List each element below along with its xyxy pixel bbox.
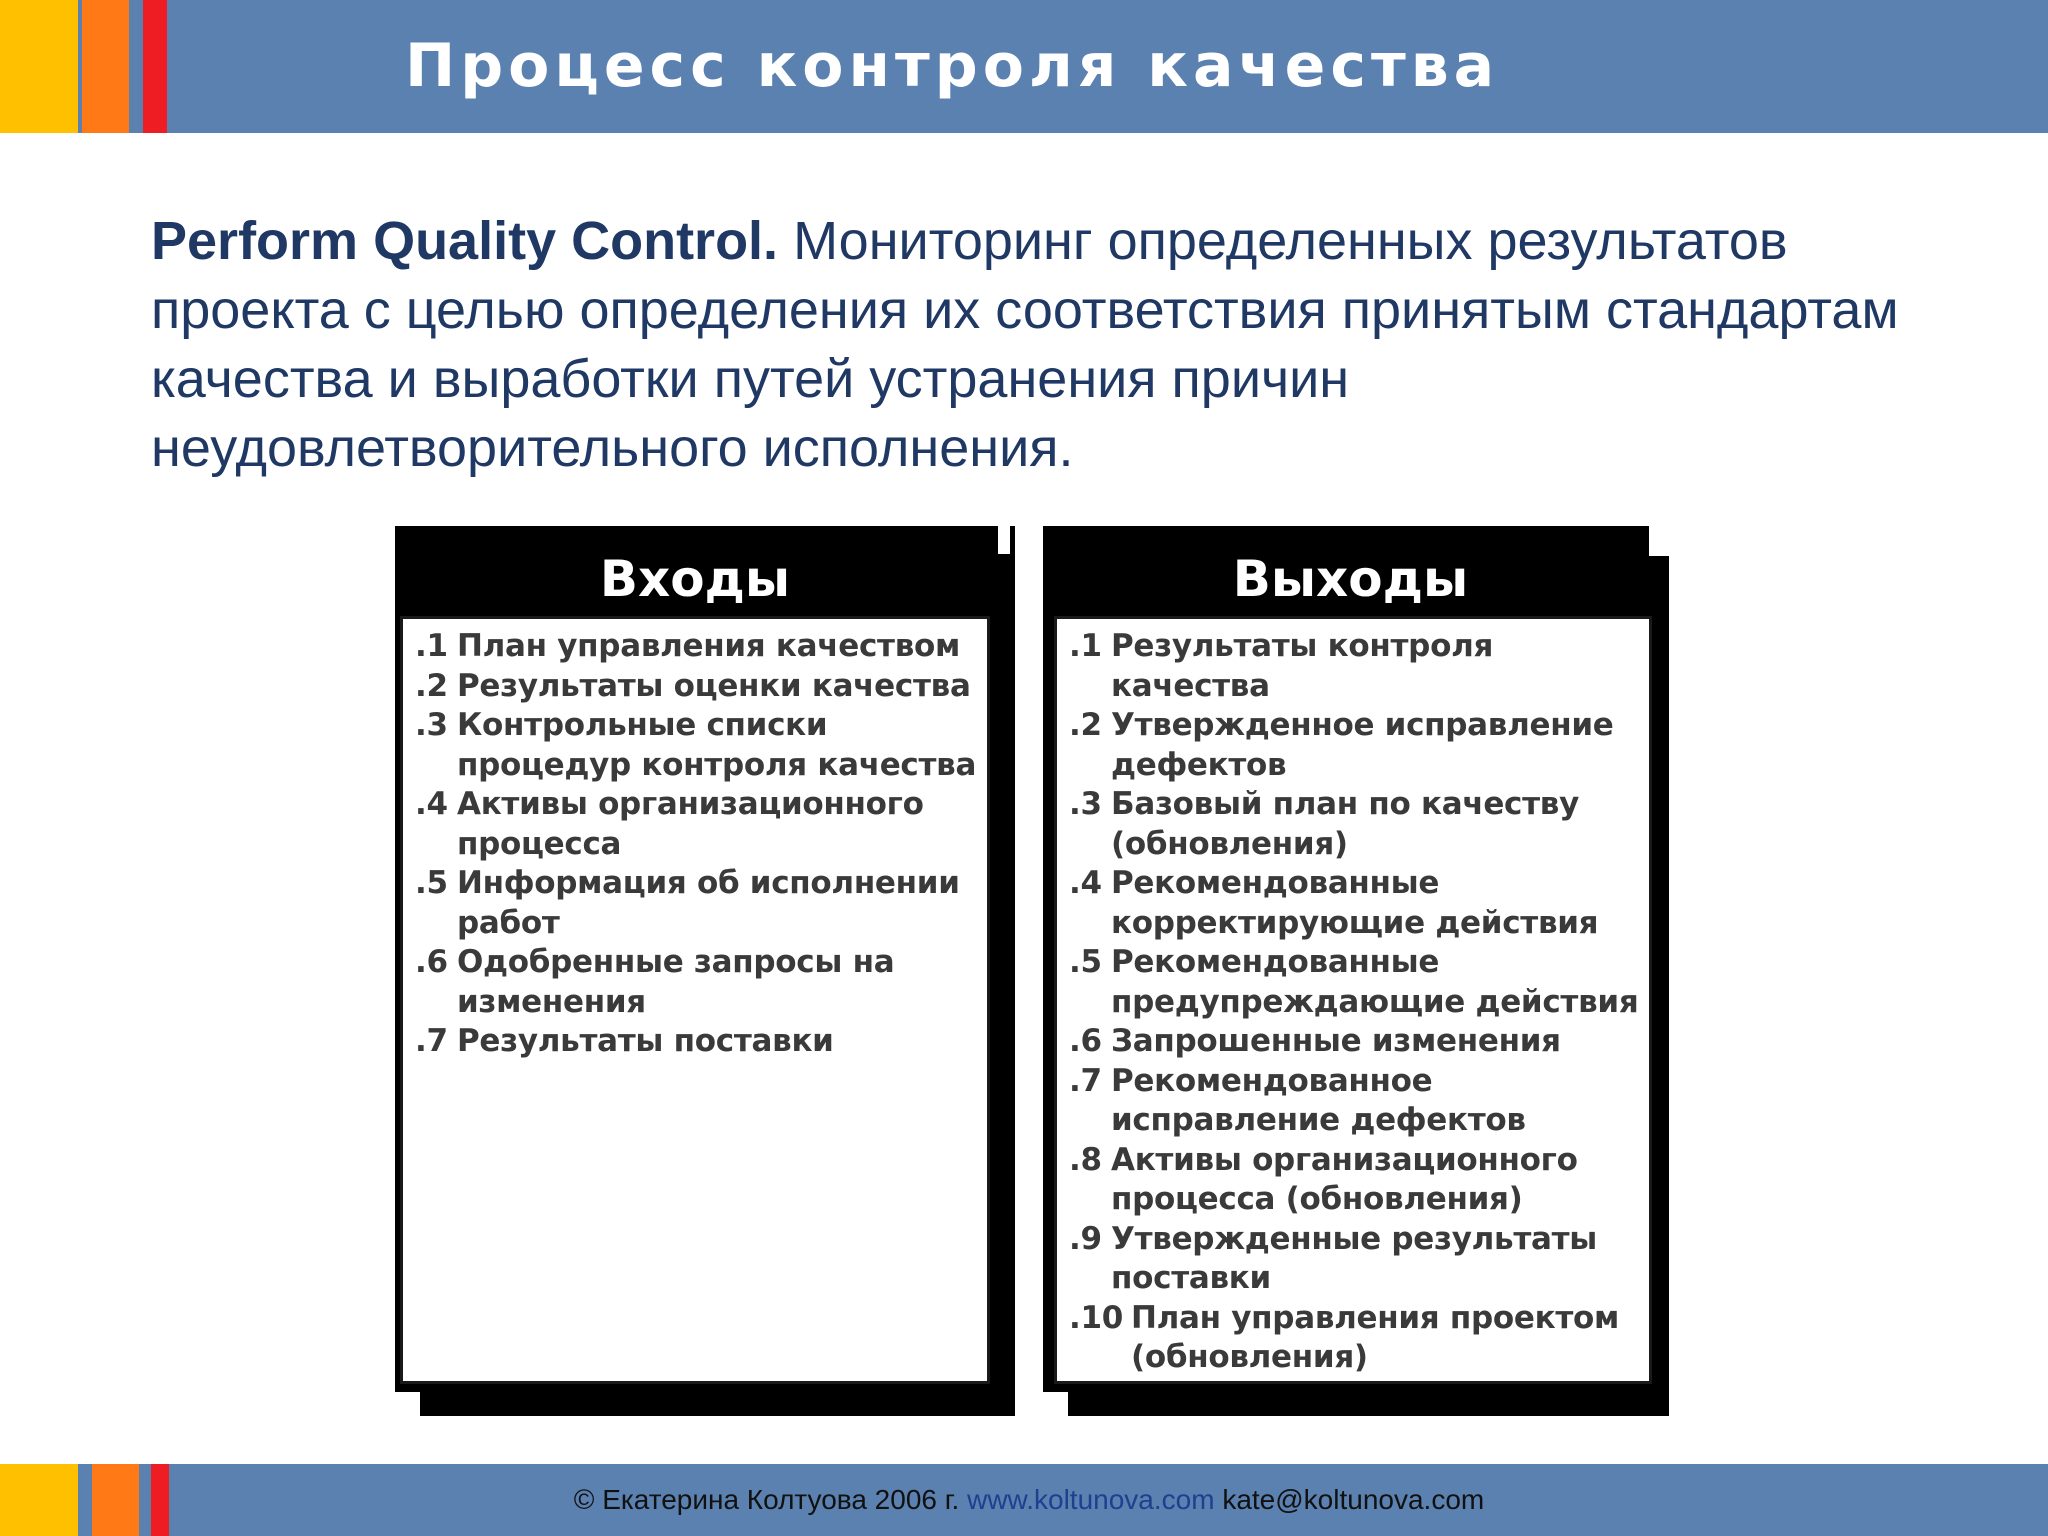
item-text: Рекомендованные предупреждающие действия	[1111, 944, 1639, 1020]
list-item	[1069, 1299, 1639, 1378]
item-text: Запрошенные изменения	[1111, 1023, 1561, 1059]
item-text: План управления проектом (обновления)	[1131, 1299, 1620, 1375]
item-number: .4	[1069, 865, 1102, 901]
list-item	[1069, 627, 1639, 706]
definition-paragraph	[151, 207, 1921, 483]
list-item	[1069, 1220, 1639, 1299]
item-text: Утвержденное исправление дефектов	[1111, 707, 1614, 783]
item-text: Рекомендованные корректирующие действия	[1111, 865, 1599, 941]
inputs-panel	[400, 616, 990, 1384]
item-text: Результаты поставки	[457, 1023, 834, 1059]
footer-copyright: © Екатерина Колтуова 2006 г.	[573, 1484, 960, 1515]
item-text: Результаты контроля качества	[1111, 628, 1494, 704]
list-item	[415, 667, 977, 707]
inputs-outputs-figure	[395, 526, 1669, 1416]
list-item	[415, 706, 977, 785]
item-text: Активы организационного процесса	[457, 786, 924, 862]
item-text: Контрольные списки процедур контроля качества	[457, 707, 977, 783]
list-item	[415, 943, 977, 1022]
item-number: .9	[1069, 1220, 1102, 1257]
list-item	[415, 627, 977, 667]
item-number: .2	[415, 667, 448, 704]
list-item	[1069, 1022, 1639, 1062]
list-item	[415, 864, 977, 943]
footer-website-link[interactable]: www.koltunova.com	[967, 1484, 1215, 1515]
list-item	[415, 1022, 977, 1062]
item-text: Результаты оценки качества	[457, 667, 971, 704]
item-number: .3	[415, 707, 448, 743]
item-text: План управления качеством	[457, 628, 961, 664]
list-item	[1069, 706, 1639, 785]
list-item	[1069, 1141, 1639, 1220]
slide-title: Процесс контроля качества	[405, 31, 1500, 101]
inputs-title: Входы	[599, 550, 791, 608]
footer-bar	[0, 1464, 2048, 1536]
header-bar	[0, 0, 2048, 133]
item-text: Рекомендованное исправление дефектов	[1111, 1062, 1526, 1138]
item-number: .7	[1069, 1062, 1102, 1099]
item-text: Информация об исполнении работ	[457, 865, 960, 941]
item-number: .1	[1069, 628, 1102, 664]
outputs-title: Выходы	[1232, 550, 1469, 608]
red-stripe	[143, 0, 167, 133]
orange-stripe	[82, 0, 129, 133]
item-number: .5	[1069, 944, 1102, 980]
footer-email[interactable]: kate@koltunova.com	[1222, 1484, 1485, 1515]
item-number: .4	[415, 786, 448, 822]
item-number: .5	[415, 865, 448, 901]
footer-text	[0, 1483, 2048, 1517]
definition-text: Мониторинг определенных результатов проекта с целью определения их соответствия принятым стандартам качества и выработки путей устранения причин неудовлетворительного исполнения.	[151, 211, 1899, 478]
item-number: .10	[1069, 1299, 1124, 1336]
list-item	[1069, 943, 1639, 1022]
item-text: Активы организационного процесса (обновления)	[1111, 1141, 1578, 1217]
item-number: .7	[415, 1023, 448, 1059]
item-number: .2	[1069, 707, 1102, 743]
item-number: .8	[1069, 1141, 1102, 1178]
definition-term: Perform Quality Control.	[151, 211, 779, 271]
list-item	[1069, 1062, 1639, 1141]
item-text: Базовый план по качеству (обновления)	[1111, 786, 1580, 862]
outputs-list	[1069, 627, 1639, 1378]
yellow-stripe	[0, 0, 78, 133]
outputs-panel	[1054, 616, 1652, 1384]
inputs-list	[415, 627, 977, 1062]
list-item	[415, 785, 977, 864]
item-text: Утвержденные результаты поставки	[1111, 1220, 1598, 1296]
item-number: .6	[415, 944, 448, 980]
list-item	[1069, 864, 1639, 943]
list-item	[1069, 785, 1639, 864]
item-text: Одобренные запросы на изменения	[457, 944, 895, 1020]
item-number: .3	[1069, 786, 1102, 822]
item-number: .1	[415, 628, 448, 664]
item-number: .6	[1069, 1023, 1102, 1059]
panel-divider	[1015, 526, 1043, 1416]
